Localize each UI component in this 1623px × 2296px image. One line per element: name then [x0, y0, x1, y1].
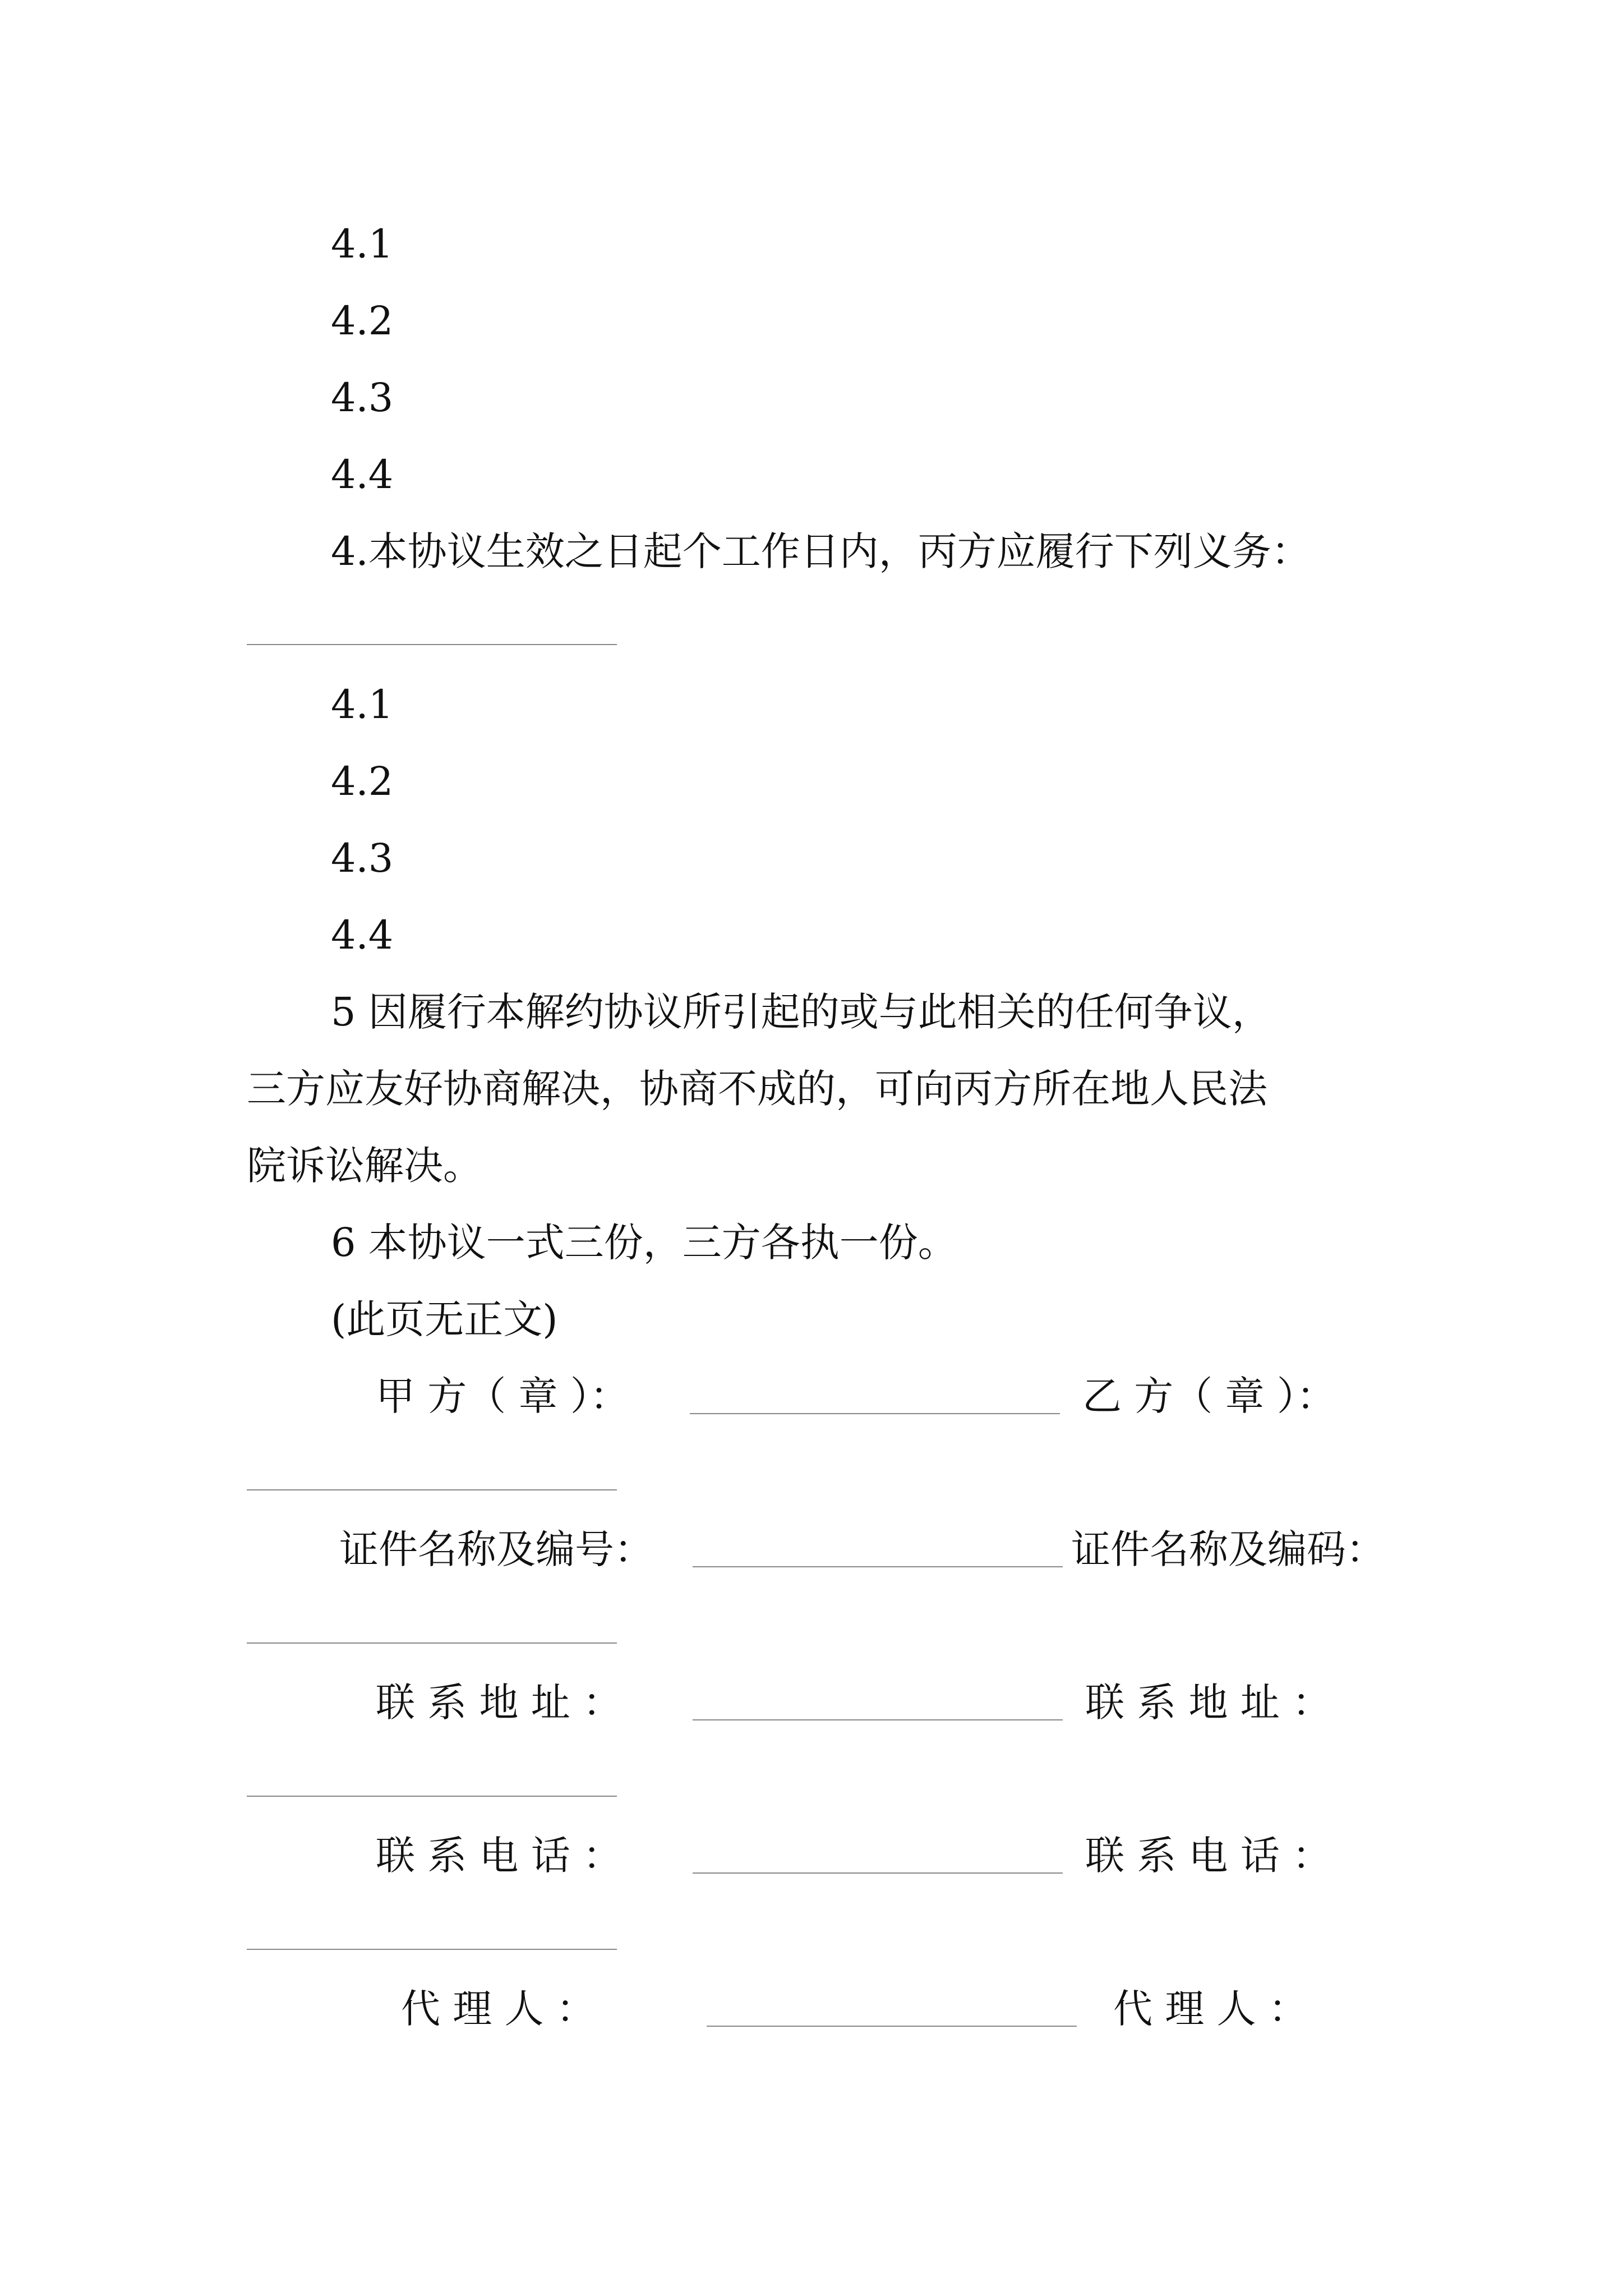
- party-a-agent-blank: [707, 2026, 1077, 2027]
- party-a-id-blank: [693, 1566, 1063, 1567]
- clause-5-line: 5 因履行本解约协议所引起的或与此相关的任何争议，: [331, 989, 1271, 1035]
- party-a-phone-blank: [693, 1872, 1063, 1874]
- list-item: 4.2: [331, 758, 394, 804]
- fill-in-rule: [247, 1949, 617, 1950]
- party-b-phone-label: 联 系 电 话 ：: [1085, 1833, 1332, 1879]
- signature-row-agent: [331, 1981, 1408, 2037]
- clause-6: 6 本协议一式三份，三方各执一份。: [331, 1220, 957, 1266]
- signature-row-address: [331, 1674, 1408, 1731]
- party-a-seal-label: 甲 方（ 章 ）：: [376, 1373, 629, 1419]
- fill-in-rule: [247, 644, 617, 645]
- party-b-address-label: 联 系 地 址 ：: [1085, 1680, 1332, 1726]
- fill-in-rule: [247, 1489, 617, 1490]
- list-item: 4.3: [331, 375, 394, 421]
- list-item: 4.2: [331, 298, 394, 344]
- list-item: 4.1: [331, 682, 394, 728]
- party-b-seal-label: 乙 方（ 章 ）：: [1082, 1373, 1336, 1419]
- party-a-address-blank: [693, 1719, 1063, 1720]
- fill-in-rule: [247, 1796, 617, 1797]
- clause-5-line: 院诉讼解决。: [247, 1143, 482, 1189]
- signature-row-seal: [331, 1368, 1408, 1424]
- fill-in-rule: [247, 1642, 617, 1644]
- party-b-id-label: 证件名称及编码：: [1071, 1526, 1385, 1572]
- list-item: 4.1: [331, 221, 394, 267]
- list-item: 4.4: [331, 912, 394, 958]
- signature-row-id: [331, 1521, 1408, 1577]
- no-body-note: (此页无正文): [331, 1296, 558, 1342]
- party-a-phone-label: 联 系 电 话 ：: [376, 1833, 623, 1879]
- clause-4-heading: 4.本协议生效之日起个工作日内，丙方应履行下列义务：: [331, 528, 1311, 574]
- list-item: 4.4: [331, 452, 394, 498]
- party-a-seal-blank: [690, 1413, 1060, 1414]
- party-a-address-label: 联 系 地 址 ：: [376, 1680, 623, 1726]
- party-a-agent-label: 代 理 人 ：: [401, 1986, 596, 2032]
- clause-5-line: 三方应友好协商解决，协商不成的，可向丙方所在地人民法: [247, 1066, 1267, 1112]
- party-b-agent-label: 代 理 人 ：: [1113, 1986, 1308, 2032]
- party-a-id-label: 证件名称及编号：: [339, 1526, 653, 1572]
- list-item: 4.3: [331, 835, 394, 881]
- signature-row-phone: [331, 1828, 1408, 1884]
